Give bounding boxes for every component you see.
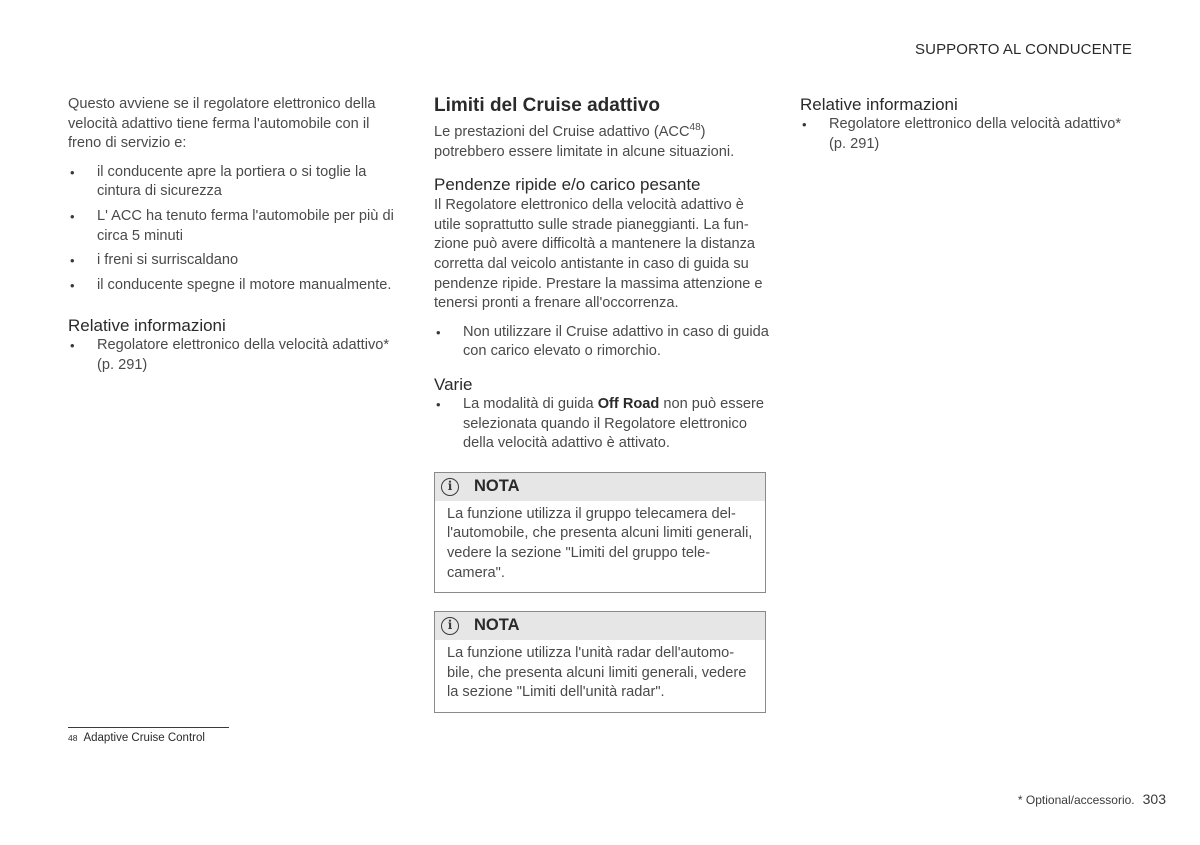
section-title: Limiti del Cruise adattivo xyxy=(434,95,660,116)
note-body: La funzione utilizza l'unità radar dell'automobile, che presenta alcuni limiti generali, vedere la sezione "Limiti dell'unità radar". xyxy=(447,645,747,701)
slopes-list xyxy=(434,323,770,362)
intro-paragraph: Questo avviene se il regolatore elettronico della velocità adattivo tiene ferma l'automobile con il freno di servizio e: xyxy=(68,96,376,152)
page-header-section: SUPPORTO AL CONDUCENTE xyxy=(915,41,1132,58)
related-info-list xyxy=(68,336,403,375)
column-right xyxy=(800,95,1135,154)
footnote xyxy=(68,732,205,744)
note-box-radar xyxy=(434,611,766,713)
note-header xyxy=(435,612,765,640)
column-middle xyxy=(434,95,770,713)
note-title: NOTA xyxy=(474,476,520,495)
related-info-heading: Relative informazioni xyxy=(800,95,958,114)
list-item: • L' ACC ha tenuto ferma l'automobile per più di circa 5 minuti xyxy=(68,207,403,246)
page-footer xyxy=(1018,791,1166,807)
list-item: • il conducente spegne il motore manualmente. xyxy=(68,276,403,296)
info-icon: i xyxy=(441,617,459,635)
subheading-misc: Varie xyxy=(434,374,473,394)
list-item xyxy=(434,395,770,454)
footnote-ref[interactable]: 48 xyxy=(689,122,701,134)
footnote-divider xyxy=(68,727,229,728)
column-left xyxy=(68,95,403,376)
related-info-list xyxy=(800,115,1135,154)
intro-text: Le prestazioni del Cruise adattivo (ACC xyxy=(434,124,690,140)
slopes-paragraph: Il Regolatore elettronico della velocità adattivo è utile soprattutto sulle strade pianeggianti. La funzione può avere difficoltà a mantenere la distanza corretta dal veicolo antistante in caso di guida su pendenze ripide. Prestare la massima attenzione e tenersi pronti a frenare all'occorrenza. xyxy=(434,197,763,312)
text-part: non può essere selezionata quando il Regolatore elettronico della velocità adattivo è attivato. xyxy=(463,395,764,452)
list-item: • Non utilizzare il Cruise adattivo in caso di guida con carico elevato o rimorchio. xyxy=(434,323,770,362)
drive-mode-name: Off Road xyxy=(597,395,660,412)
list-item: • i freni si surriscaldano xyxy=(68,251,403,271)
note-header xyxy=(435,473,765,501)
list-item: • il conducente apre la portiera o si toglie la cintura di sicurezza xyxy=(68,163,403,202)
page-number: 303 xyxy=(1142,791,1166,807)
note-box-camera xyxy=(434,472,766,593)
subheading-slopes: Pendenze ripide e/o carico pesante xyxy=(434,175,701,195)
footnote-text: Adaptive Cruise Control xyxy=(83,732,205,744)
text-part: La modalità di guida xyxy=(463,395,598,412)
conditions-list xyxy=(68,163,403,296)
intro-text-end: ) potrebbero essere limitate in alcune situazioni. xyxy=(434,124,735,160)
related-link[interactable]: • Regolatore elettronico della velocità adattivo* (p. 291) xyxy=(800,115,1135,154)
footnote-number: 48 xyxy=(68,733,78,743)
note-body: La funzione utilizza il gruppo telecamera dell'automobile, che presenta alcuni limiti generali, vedere la sezione "Limiti del gruppo telecamera". xyxy=(447,505,753,581)
section-intro xyxy=(434,123,770,162)
optional-note: * Optional/accessorio. xyxy=(1017,793,1135,807)
related-link[interactable]: • Regolatore elettronico della velocità adattivo* (p. 291) xyxy=(68,336,403,375)
note-title: NOTA xyxy=(474,616,520,635)
misc-list xyxy=(434,395,770,454)
info-icon: i xyxy=(441,478,459,496)
related-info-heading: Relative informazioni xyxy=(68,316,226,336)
